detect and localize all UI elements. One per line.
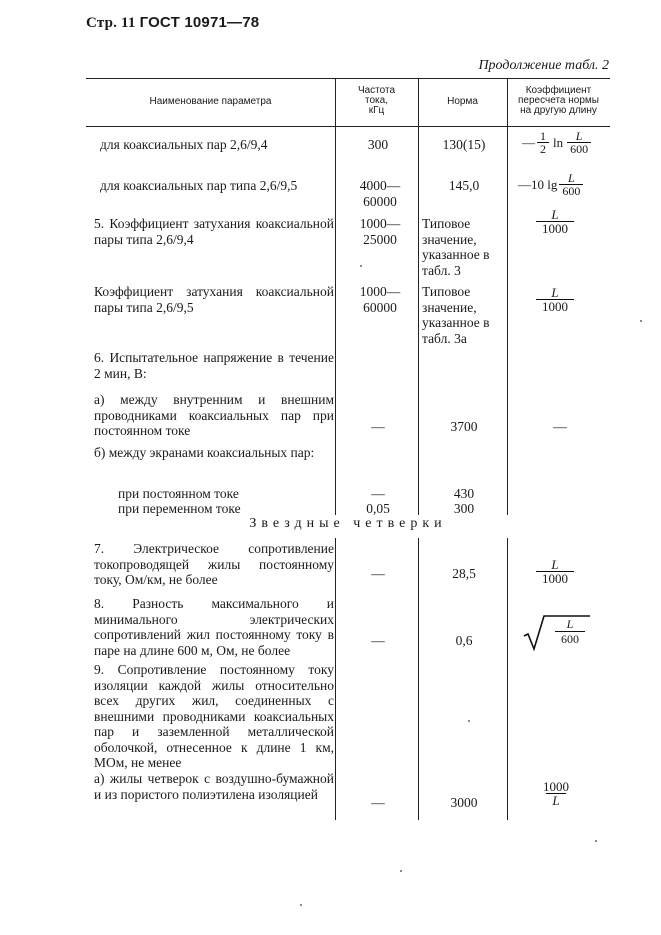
scan-speck xyxy=(400,870,402,872)
scan-speck xyxy=(640,320,642,322)
column-divider-3-lower xyxy=(507,538,508,820)
row-frequency: — xyxy=(371,795,385,810)
column-header-parameter: Наименование параметра xyxy=(149,96,272,107)
table-header-rule xyxy=(86,126,610,127)
row-frequency: — xyxy=(371,633,385,648)
row-norm: 0,6 xyxy=(455,633,473,648)
scan-speck xyxy=(468,720,470,722)
row-param: 7. Электрическое сопротивление токопроводящей жилы постоянному току, Ом/км, не более xyxy=(94,541,334,587)
row-norm: 300 xyxy=(453,501,475,516)
scan-speck xyxy=(595,840,597,842)
row-frequency: — xyxy=(371,566,385,581)
row-param: для коаксиальных пар типа 2,6/9,5 xyxy=(100,178,298,193)
coefficient-formula: $\frac{L}{1000}$ xyxy=(536,286,574,314)
row-norm: Типовое значение, указанное в табл. 3 xyxy=(422,216,490,278)
row-norm: 3000 xyxy=(450,795,478,810)
row-norm: 28,5 xyxy=(452,566,476,581)
column-divider-1-lower xyxy=(335,538,336,820)
section-title: Звездные четверки xyxy=(249,516,447,531)
coefficient-formula: $\frac{L}{1000}$ xyxy=(536,208,574,236)
table-top-rule xyxy=(86,78,610,79)
row-param: 8. Разность максимального и минимального электрических сопротивлений жил постоянному току в паре на длине 600 м, Ом, не более xyxy=(94,596,334,658)
coefficient-formula: $\frac{L}{1000}$ xyxy=(536,558,574,586)
table-continuation-label: Продолжение табл. 2 xyxy=(478,58,609,73)
coefficient-formula: $\frac{L}{600}$ xyxy=(555,618,585,646)
row-param: а) жилы четверок с воздушно-бумажной и из пористого полиэтилена изоляцией xyxy=(94,771,334,802)
coefficient-formula: —10 lg $\frac{L}{600}$ xyxy=(518,172,585,198)
row-norm: Типовое значение, указанное в табл. 3а xyxy=(422,284,490,346)
row-param: б) между экранами коаксиальных пар: xyxy=(94,445,315,460)
row-norm: 3700 xyxy=(450,419,478,434)
column-divider-2-lower xyxy=(418,538,419,820)
page-number: Стр. 11 xyxy=(86,15,136,31)
row-frequency: 300 xyxy=(367,137,389,152)
row-param: при переменном токе xyxy=(118,501,241,516)
row-param: для коаксиальных пар 2,6/9,4 xyxy=(100,137,268,152)
row-norm: 145,0 xyxy=(448,178,480,193)
row-param: Коэффициент затухания коаксиальной пары типа 2,6/9,5 xyxy=(94,284,334,315)
row-frequency: 0,05 xyxy=(366,501,390,516)
row-param: при постоянном токе xyxy=(118,486,239,501)
scan-speck xyxy=(360,265,362,267)
page-header xyxy=(86,14,259,32)
row-frequency: — xyxy=(371,486,385,501)
row-frequency: 4000— 60000 xyxy=(359,178,401,209)
row-norm: 430 xyxy=(453,486,475,501)
column-header-norm: Норма xyxy=(447,96,478,107)
coefficient-formula: $\frac{1000}{L}$ xyxy=(543,779,569,808)
row-norm: 130(15) xyxy=(442,137,486,152)
row-coefficient: — xyxy=(553,419,567,434)
row-frequency: — xyxy=(371,419,385,434)
scan-speck xyxy=(300,904,302,906)
row-param: 9. Сопротивление постоянному току изоляции каждой жилы относительно всех других жил, соединенных с внешними проводниками коаксиальных пар и заземленной металлической оболочкой, отнесенное к длине 1 км, МОм, не менее xyxy=(94,662,334,770)
row-frequency: 1000— 25000 xyxy=(359,216,401,247)
column-divider-3 xyxy=(507,78,508,515)
column-header-coefficient: Коэффициент пересчета нормы на другую длину xyxy=(518,85,599,116)
column-header-frequency: Частота тока, кГц xyxy=(357,85,396,116)
row-frequency: 1000— 60000 xyxy=(359,284,401,315)
row-param: 6. Испытательное напряжение в течение 2 мин, В: xyxy=(94,350,334,381)
column-divider-2 xyxy=(418,78,419,515)
row-param: а) между внутренним и внешним проводниками коаксиальных пар при постоянном токе xyxy=(94,392,334,438)
row-param: 5. Коэффициент затухания коаксиальной пары типа 2,6/9,4 xyxy=(94,216,334,247)
gost-number: ГОСТ 10971—78 xyxy=(139,14,260,31)
coefficient-formula: — $\frac{1}{2}$ ln $\frac{L}{600}$ xyxy=(522,130,593,156)
